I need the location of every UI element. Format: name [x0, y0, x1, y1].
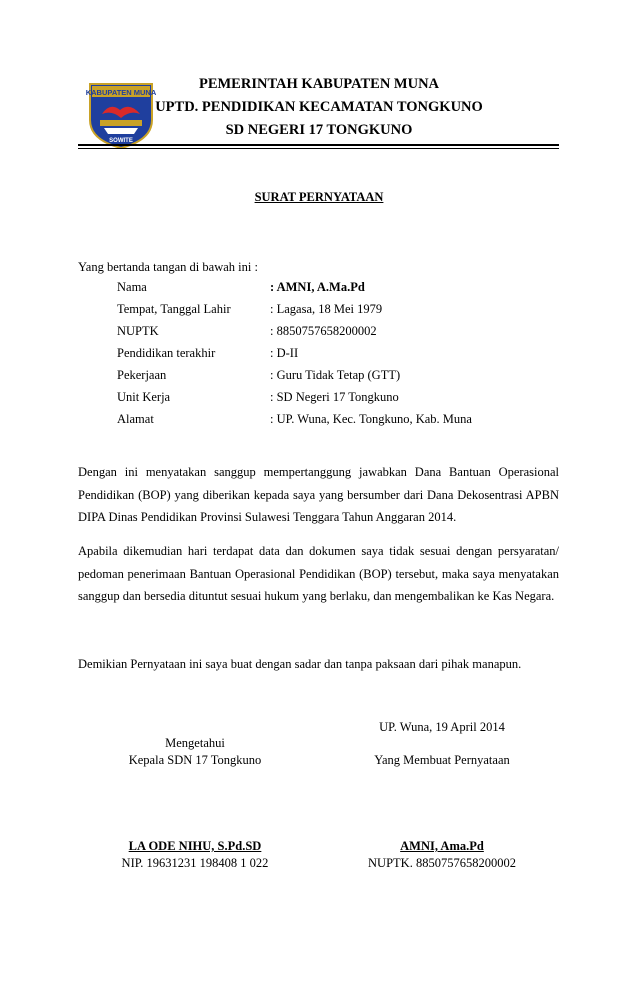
letterhead-line2: UPTD. PENDIDIKAN KECAMATAN TONGKUNO: [155, 99, 483, 115]
field-label-name: Nama: [117, 280, 147, 294]
logo-text: KABUPATEN MUNA: [86, 88, 156, 97]
letterhead-divider-thick: [78, 144, 559, 146]
signature-right-name: AMNI, Ama.Pd: [400, 839, 484, 853]
signature-right-place-date: UP. Wuna, 19 April 2014: [379, 720, 505, 734]
field-value-workplace: : SD Negeri 17 Tongkuno: [270, 390, 399, 404]
closing-paragraph: Demikian Pernyataan ini saya buat dengan sadar dan tanpa paksaan dari pihak manapun.: [78, 657, 522, 671]
signature-right-nuptk: NUPTK. 8850757658200002: [368, 856, 516, 870]
field-value-education: : D-II: [270, 346, 299, 360]
signature-left-nip: NIP. 19631231 198408 1 022: [121, 856, 269, 870]
field-label-workplace: Unit Kerja: [117, 390, 171, 404]
field-value-birth: : Lagasa, 18 Mei 1979: [270, 302, 383, 316]
field-label-education: Pendidikan terakhir: [117, 346, 216, 360]
field-value-nuptk: : 8850757658200002: [270, 324, 377, 338]
statement-paragraph-1: Dengan ini menyatakan sanggup mempertanggung jawabkan Dana Bantuan Operasional Pendidikan (BOP) yang diberikan kepada saya yang bersumber dari Dana Dekosentrasi APBN DIPA Dinas Pendidikan Provinsi Sulawesi Tenggara Tahun Anggaran 2014.: [78, 465, 559, 524]
field-label-address: Alamat: [117, 412, 154, 426]
intro-text: Yang bertanda tangan di bawah ini :: [78, 260, 258, 274]
letterhead-divider-thin: [78, 148, 559, 149]
signature-left-name: LA ODE NIHU, S.Pd.SD: [128, 839, 262, 853]
statement-paragraph-2: Apabila dikemudian hari terdapat data dan dokumen saya tidak sesuai dengan persyaratan/ pedoman penerimaan Bantuan Operasional Pendidikan (BOP) tersebut, maka saya menyatakan sanggup dan bersedia dituntut sesuai hukum yang berlaku, dan mengembalikan ke Kas Negara.: [78, 544, 559, 603]
signature-left-role: Mengetahui: [165, 736, 225, 750]
signature-right-title: Yang Membuat Pernyataan: [374, 753, 510, 767]
field-value-name: : AMNI, A.Ma.Pd: [270, 280, 365, 294]
field-value-occupation: : Guru Tidak Tetap (GTT): [270, 368, 401, 382]
field-value-address: : UP. Wuna, Kec. Tongkuno, Kab. Muna: [270, 412, 472, 426]
letterhead-line3: SD NEGERI 17 TONGKUNO: [225, 122, 413, 138]
field-label-occupation: Pekerjaan: [117, 368, 167, 382]
logo-motto: SOWITE: [109, 138, 133, 144]
document-title: SURAT PERNYATAAN: [254, 190, 384, 204]
field-label-birth: Tempat, Tanggal Lahir: [117, 302, 231, 316]
field-label-nuptk: NUPTK: [117, 324, 159, 338]
letterhead-line1: PEMERINTAH KABUPATEN MUNA: [198, 76, 440, 92]
signature-left-title: Kepala SDN 17 Tongkuno: [128, 753, 262, 767]
